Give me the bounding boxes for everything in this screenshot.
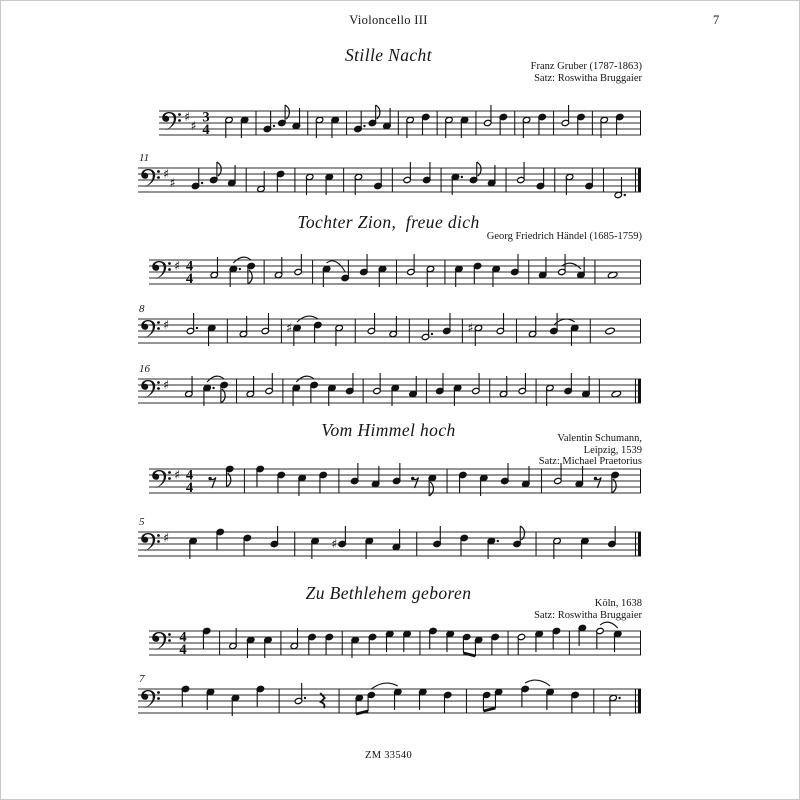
staff-system [138,516,641,559]
bass-clef-icon [141,320,155,338]
time-signature: 4 [179,629,187,646]
key-signature-sharp: ♯ [184,109,191,124]
staff-system [149,463,641,496]
credit-line: Satz: Roswitha Bruggaier [534,72,642,84]
part-name: Violoncello III [349,13,428,27]
time-signature: 4 [185,271,194,287]
bass-clef-icon [152,470,166,488]
credit-line: Valentin Schumann, [557,433,642,444]
time-signature: 4 [179,642,187,658]
measure-number: 7 [139,673,145,685]
key-signature-sharp: ♯ [169,175,176,190]
key-signature-sharp: ♯ [163,317,170,332]
key-signature-sharp: ♯ [163,166,170,181]
key-signature-sharp: ♯ [163,377,170,392]
catalog-number: ZM 33540 [364,750,413,761]
measure-number: 16 [139,363,150,375]
time-signature: 4 [185,480,194,496]
credit-line: Köln, 1638 [594,598,642,609]
bass-clef-icon [152,632,166,650]
credit-line: Leipzig, 1539 [583,444,642,456]
bass-clef-icon [152,261,166,279]
key-signature-sharp: ♯ [190,118,197,133]
staff-system [138,363,641,406]
time-signature: 4 [185,467,194,484]
bass-clef-icon [141,380,155,398]
staff-system [159,105,641,138]
piece-title-vom-himmel-hoch: Vom Himmel hoch [321,420,456,440]
piece-title-stille-nacht: Stille Nacht [345,45,432,65]
bass-clef-icon [141,690,155,708]
time-signature: 4 [202,122,210,138]
svg-text:♯: ♯ [286,320,293,335]
key-signature-sharp: ♯ [174,258,181,273]
staff-system [149,254,641,287]
measure-number: 5 [139,516,145,528]
page-number: 7 [713,13,720,27]
measure-number: 8 [139,303,145,315]
credit-line: Franz Gruber (1787-1863) [530,61,642,72]
piece-title-zu-bethlehem: Zu Bethlehem geboren [305,583,472,603]
music-notation [1,1,800,800]
time-signature: 3 [202,109,210,126]
staff-system [138,303,641,346]
bass-clef-icon [162,112,176,130]
svg-text:♯: ♯ [467,320,474,335]
piece-title-tochter-zion: Tochter Zion, freue dich [297,212,480,232]
bass-clef-icon [141,533,155,551]
staff-system [138,673,641,716]
bass-clef-icon [141,169,155,187]
time-signature: 4 [185,258,194,275]
svg-text:♯: ♯ [331,536,338,551]
staff-system [149,622,641,658]
measure-number: 11 [139,152,150,164]
staff-system [138,152,641,199]
credit-line: Satz: Roswitha Bruggaier [534,609,642,621]
key-signature-sharp: ♯ [163,530,170,545]
key-signature-sharp: ♯ [174,467,181,482]
credit-line: Satz: Michael Praetorius [538,456,642,467]
credit-line: Georg Friedrich Händel (1685-1759) [486,231,642,242]
